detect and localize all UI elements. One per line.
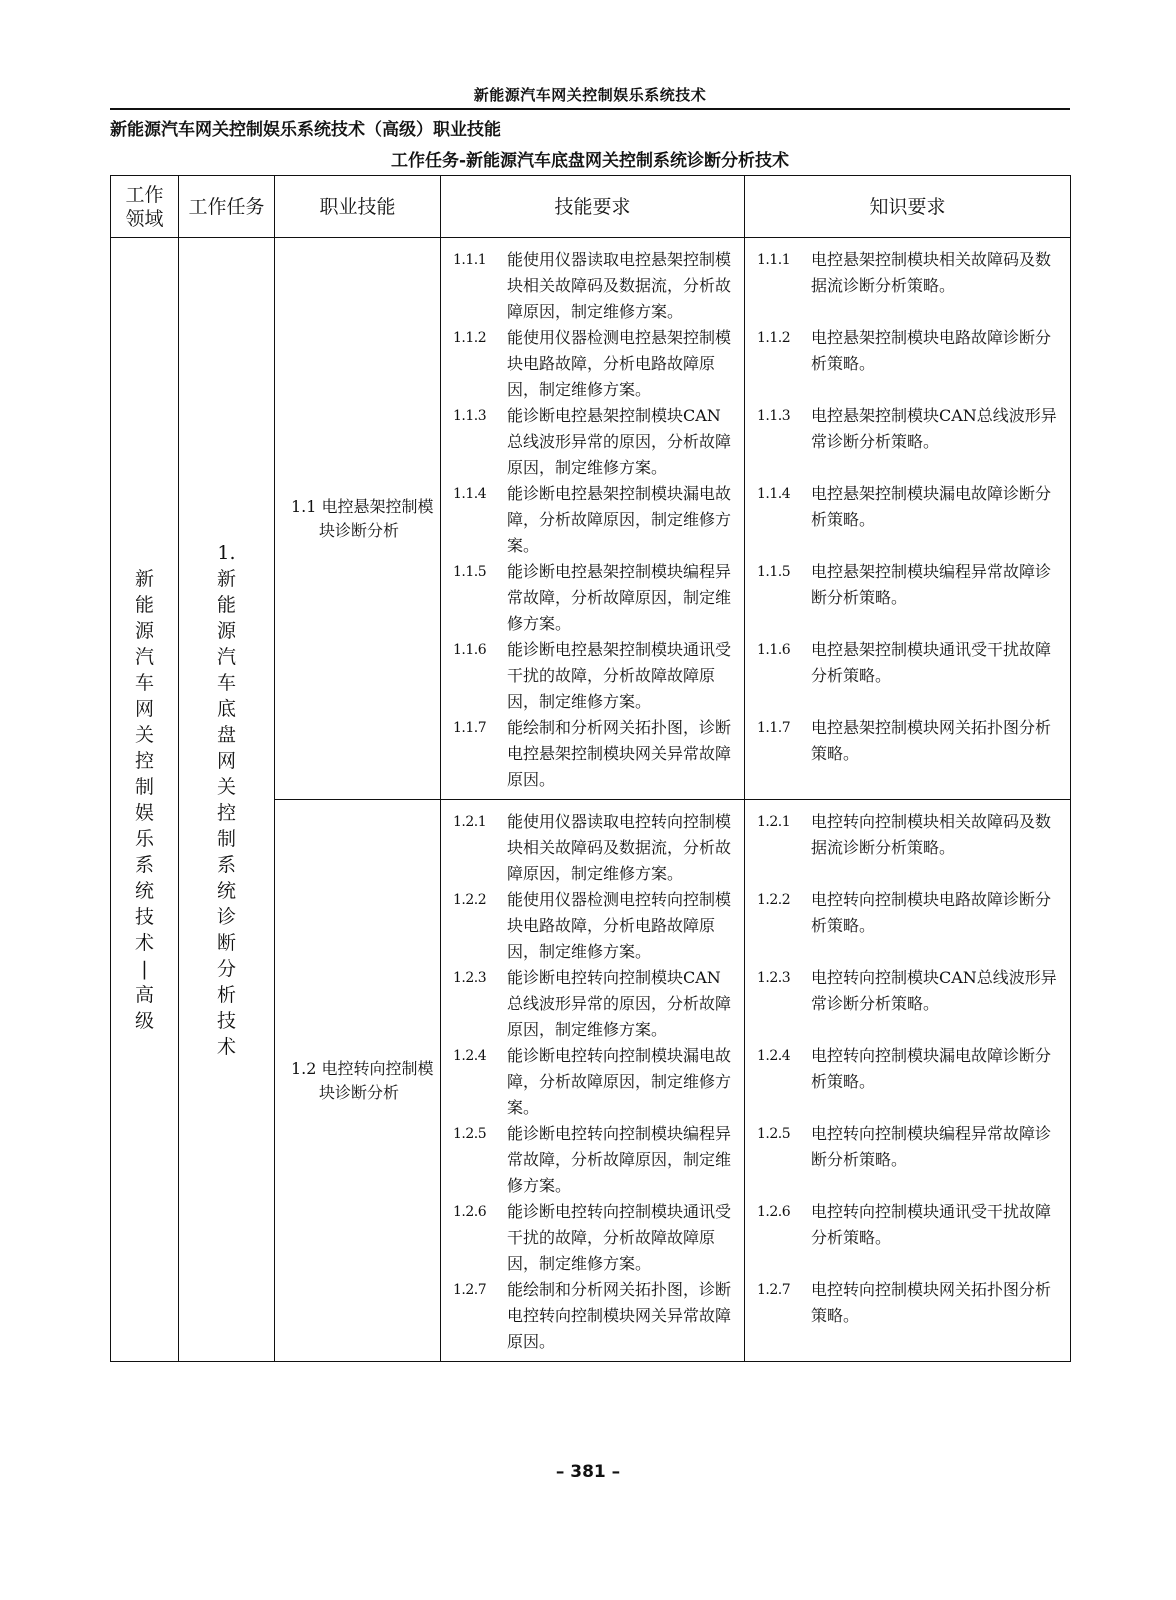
- item-text: 能诊断电控悬架控制模块漏电故障，分析故障原因，制定维修方案。: [507, 484, 732, 555]
- page-subtitle: 工作任务-新能源汽车底盘网关控制系统诊断分析技术: [390, 151, 790, 171]
- item-text: 电控转向控制模块编程异常故障诊断分析策略。: [811, 1124, 1052, 1169]
- item-text: 能诊断电控悬架控制模块编程异常故障，分析故障原因，制定维修方案。: [507, 562, 732, 633]
- list-item: [453, 247, 736, 325]
- header-work-domain: 工作 领域: [111, 176, 179, 238]
- list-item: [757, 1199, 1062, 1277]
- vertical-char: 技: [216, 1009, 236, 1032]
- vertical-char: 技: [134, 905, 154, 928]
- item-number: 1.1.3: [757, 408, 791, 424]
- vertical-char: 控: [216, 801, 236, 824]
- vertical-char: 系: [216, 853, 236, 876]
- item-text: 电控转向控制模块网关拓扑图分析策略。: [811, 1280, 1052, 1325]
- vertical-char: 娱: [134, 801, 154, 824]
- list-item: [757, 1043, 1062, 1121]
- vertical-char: 能: [134, 593, 154, 616]
- skill-requirements-cell: [441, 238, 745, 800]
- list-item: [453, 1199, 736, 1277]
- item-text: 电控转向控制模块相关故障码及数据流诊断分析策略。: [811, 812, 1052, 857]
- vertical-char: 制: [216, 827, 236, 850]
- list-item: [453, 637, 736, 715]
- list-item: [757, 403, 1062, 481]
- item-number: 1.2.3: [757, 970, 791, 986]
- list-item: [453, 887, 736, 965]
- item-text: 能使用仪器检测电控悬架控制模块电路故障，分析电路故障原因，制定维修方案。: [507, 328, 732, 399]
- vertical-char: 术: [216, 1035, 236, 1058]
- item-text: 能诊断电控转向控制模块漏电故障，分析故障原因，制定维修方案。: [507, 1046, 732, 1117]
- vertical-char: 源: [134, 619, 154, 642]
- item-text: 电控悬架控制模块相关故障码及数据流诊断分析策略。: [811, 250, 1052, 295]
- item-text: 能使用仪器检测电控转向控制模块电路故障，分析电路故障原因，制定维修方案。: [507, 890, 732, 961]
- work-task-cell: [179, 238, 275, 1362]
- item-text: 电控悬架控制模块网关拓扑图分析策略。: [811, 718, 1052, 763]
- vertical-char: 高: [134, 983, 154, 1006]
- table-row: [111, 238, 1071, 800]
- list-item: [453, 1121, 736, 1199]
- list-item: [757, 481, 1062, 559]
- header-skill: 职业技能: [275, 176, 441, 238]
- list-item: [757, 965, 1062, 1043]
- item-text: 电控转向控制模块电路故障诊断分析策略。: [811, 890, 1052, 935]
- table-header-row: [111, 176, 1071, 238]
- page-number: – 381 –: [555, 1462, 621, 1482]
- vertical-char: 术: [134, 931, 154, 954]
- item-number: 1.1.5: [453, 564, 487, 580]
- item-number: 1.2.5: [757, 1126, 791, 1142]
- vertical-char: 控: [134, 749, 154, 772]
- vertical-char: 车: [134, 671, 154, 694]
- item-number: 1.2.4: [453, 1048, 487, 1064]
- running-header: 新能源汽车网关控制娱乐系统技术: [473, 86, 707, 104]
- vertical-char: 盘: [216, 723, 236, 746]
- item-number: 1.1.1: [453, 252, 487, 268]
- vertical-char: 乐: [134, 827, 154, 850]
- vertical-char: 分: [216, 957, 236, 980]
- header-rule: [110, 108, 1070, 110]
- vertical-char: 底: [216, 697, 236, 720]
- item-number: 1.1.1: [757, 252, 791, 268]
- header-work-task: 工作任务: [179, 176, 275, 238]
- item-number: 1.1.7: [453, 720, 487, 736]
- work-domain-cell: [111, 238, 179, 1362]
- list-item: [757, 715, 1062, 793]
- item-text: 能诊断电控转向控制模块编程异常故障，分析故障原因，制定维修方案。: [507, 1124, 732, 1195]
- vertical-char: 1.: [217, 541, 236, 564]
- item-number: 1.1.5: [757, 564, 791, 580]
- vertical-char: 汽: [216, 645, 236, 668]
- item-number: 1.2.7: [757, 1282, 791, 1298]
- vertical-char: 系: [134, 853, 154, 876]
- item-text: 电控悬架控制模块电路故障诊断分析策略。: [811, 328, 1052, 373]
- item-text: 能使用仪器读取电控悬架控制模块相关故障码及数据流，分析故障原因，制定维修方案。: [507, 250, 732, 321]
- vertical-char: 断: [216, 931, 236, 954]
- item-number: 1.2.4: [757, 1048, 791, 1064]
- knowledge-requirements-cell: [745, 238, 1071, 800]
- item-text: 电控悬架控制模块漏电故障诊断分析策略。: [811, 484, 1052, 529]
- item-number: 1.1.2: [453, 330, 487, 346]
- list-item: [757, 637, 1062, 715]
- knowledge-requirements-cell: [745, 800, 1071, 1362]
- skill-cell: 1.1 电控悬架控制模块诊断分析: [275, 238, 441, 800]
- vertical-char: 统: [216, 879, 236, 902]
- list-item: [757, 887, 1062, 965]
- item-text: 电控悬架控制模块CAN总线波形异常诊断分析策略。: [811, 406, 1057, 451]
- list-item: [453, 965, 736, 1043]
- item-number: 1.1.2: [757, 330, 791, 346]
- list-item: [453, 559, 736, 637]
- vertical-char: 源: [216, 619, 236, 642]
- item-number: 1.2.7: [453, 1282, 487, 1298]
- skills-table: [110, 175, 1071, 1362]
- item-number: 1.2.2: [453, 892, 487, 908]
- list-item: [757, 1277, 1062, 1355]
- list-item: [453, 1043, 736, 1121]
- vertical-char: 诊: [216, 905, 236, 928]
- list-item: [757, 325, 1062, 403]
- vertical-char: 析: [216, 983, 236, 1006]
- item-text: 电控悬架控制模块通讯受干扰故障分析策略。: [811, 640, 1052, 685]
- item-number: 1.2.5: [453, 1126, 487, 1142]
- vertical-char: |: [141, 957, 148, 980]
- vertical-char: 级: [134, 1009, 154, 1032]
- item-number: 1.1.4: [757, 486, 791, 502]
- vertical-char: 网: [134, 697, 154, 720]
- list-item: [453, 325, 736, 403]
- vertical-char: 新: [216, 567, 236, 590]
- vertical-char: 新: [134, 567, 154, 590]
- item-text: 能诊断电控转向控制模块CAN总线波形异常的原因，分析故障原因，制定维修方案。: [507, 968, 732, 1039]
- vertical-char: 能: [216, 593, 236, 616]
- item-number: 1.1.7: [757, 720, 791, 736]
- skill-cell: 1.2 电控转向控制模块诊断分析: [275, 800, 441, 1362]
- vertical-char: 网: [216, 749, 236, 772]
- list-item: [453, 481, 736, 559]
- list-item: [757, 559, 1062, 637]
- item-text: 能绘制和分析网关拓扑图，诊断电控悬架控制模块网关异常故障原因。: [507, 718, 732, 789]
- vertical-char: 关: [216, 775, 236, 798]
- item-text: 能绘制和分析网关拓扑图，诊断电控转向控制模块网关异常故障原因。: [507, 1280, 732, 1351]
- item-number: 1.2.1: [453, 814, 487, 830]
- item-number: 1.1.6: [453, 642, 487, 658]
- item-text: 电控转向控制模块CAN总线波形异常诊断分析策略。: [811, 968, 1057, 1013]
- item-text: 电控悬架控制模块编程异常故障诊断分析策略。: [811, 562, 1052, 607]
- item-number: 1.2.6: [757, 1204, 791, 1220]
- item-text: 能使用仪器读取电控转向控制模块相关故障码及数据流，分析故障原因，制定维修方案。: [507, 812, 732, 883]
- vertical-char: 车: [216, 671, 236, 694]
- vertical-char: 关: [134, 723, 154, 746]
- list-item: [453, 809, 736, 887]
- item-number: 1.2.1: [757, 814, 791, 830]
- item-number: 1.2.6: [453, 1204, 487, 1220]
- skill-requirements-cell: [441, 800, 745, 1362]
- item-text: 能诊断电控悬架控制模块通讯受干扰的故障，分析故障故障原因，制定维修方案。: [507, 640, 732, 711]
- list-item: [757, 247, 1062, 325]
- item-number: 1.1.6: [757, 642, 791, 658]
- item-text: 电控转向控制模块通讯受干扰故障分析策略。: [811, 1202, 1052, 1247]
- item-number: 1.2.3: [453, 970, 487, 986]
- page-title: 新能源汽车网关控制娱乐系统技术（高级）职业技能: [110, 120, 501, 140]
- list-item: [453, 715, 736, 793]
- list-item: [757, 1121, 1062, 1199]
- list-item: [453, 1277, 736, 1355]
- item-text: 能诊断电控转向控制模块通讯受干扰的故障，分析故障故障原因，制定维修方案。: [507, 1202, 732, 1273]
- vertical-char: 汽: [134, 645, 154, 668]
- list-item: [757, 809, 1062, 887]
- item-number: 1.1.3: [453, 408, 487, 424]
- vertical-char: 统: [134, 879, 154, 902]
- item-number: 1.2.2: [757, 892, 791, 908]
- item-text: 能诊断电控悬架控制模块CAN总线波形异常的原因，分析故障原因，制定维修方案。: [507, 406, 732, 477]
- item-text: 电控转向控制模块漏电故障诊断分析策略。: [811, 1046, 1052, 1091]
- item-number: 1.1.4: [453, 486, 487, 502]
- header-skill-requirements: 技能要求: [441, 176, 745, 238]
- list-item: [453, 403, 736, 481]
- vertical-char: 制: [134, 775, 154, 798]
- header-knowledge-requirements: 知识要求: [745, 176, 1071, 238]
